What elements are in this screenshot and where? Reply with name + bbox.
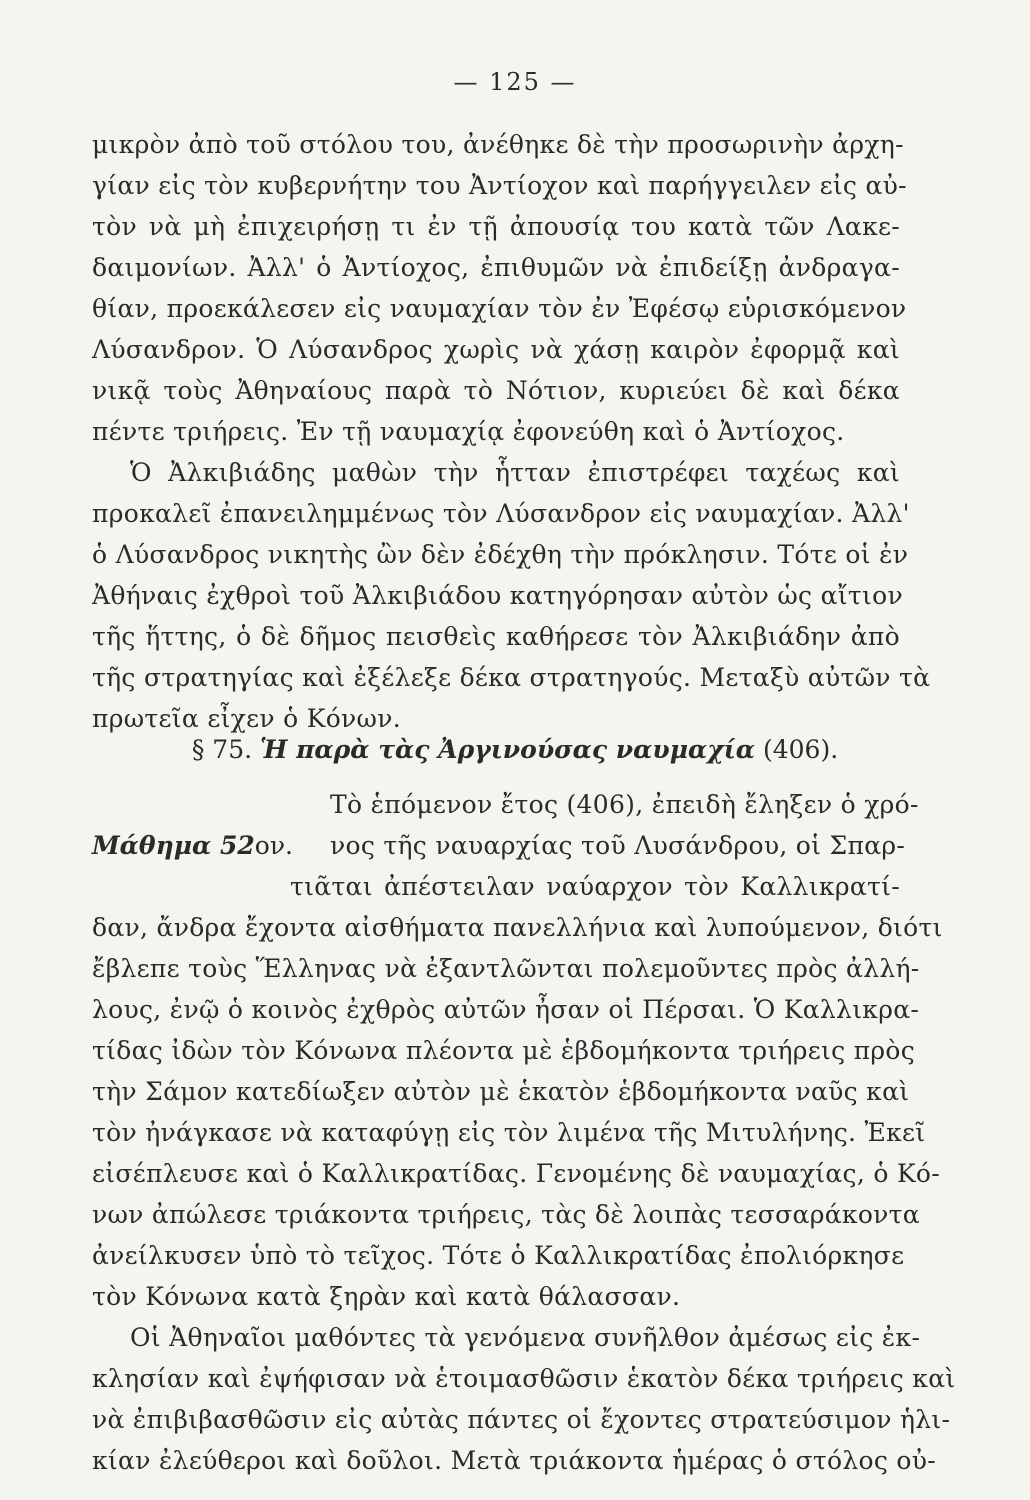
page-number: — 125 — <box>453 68 577 96</box>
section-heading <box>0 730 1030 770</box>
text-line: κίαν ἐλεύθεροι καὶ δοῦλοι. Μετὰ τριάκοντα ἡμέρας ὁ στόλος οὐ- <box>92 1446 936 1475</box>
text-line: τὸν ἠνάγκασε νὰ καταφύγῃ εἰς τὸν λιμένα τῆς Μιτυλήνης. Ἐκεῖ <box>92 1118 926 1147</box>
text-line: Ἀθήναις ἐχθροὶ τοῦ Ἀλκιβιάδου κατηγόρησαν αὐτὸν ὡς αἴτιον <box>92 581 903 610</box>
text-line: τῆς στρατηγίας καὶ ἐξέλεξε δέκα στρατηγούς. Μεταξὺ αὐτῶν τὰ <box>92 663 931 692</box>
text-line: τὸν Κόνωνα κατὰ ξηρὰν καὶ κατὰ θάλασσαν. <box>92 1282 681 1311</box>
section-number: § 75. <box>191 735 253 764</box>
text-line: τῆς ἥττης, ὁ δὲ δῆμος πεισθεὶς καθήρεσε τὸν Ἀλκιβιάδην ἀπὸ <box>92 622 900 651</box>
lesson-label: Μάθημα 52 <box>92 831 255 860</box>
lesson-suffix: ον. <box>254 831 293 860</box>
text-line: προκαλεῖ ἐπανειλημμένως τὸν Λύσανδρον εἰς ναυμαχίαν. Ἀλλ' <box>92 499 910 528</box>
text-line: τίδας ἰδὼν τὸν Κόνωνα πλέοντα μὲ ἑβδομήκοντα τριήρεις πρὸς <box>92 1036 916 1065</box>
text-line: τὴν Σάμον κατεδίωξεν αὐτὸν μὲ ἑκατὸν ἑβδομήκοντα ναῦς καὶ <box>92 1077 910 1106</box>
text-line: ἀνείλκυσεν ὑπὸ τὸ τεῖχος. Τότε ὁ Καλλικρατίδας ἐπολιόρκησε <box>92 1241 905 1270</box>
text-line: ὁ Λύσανδρος νικητὴς ὢν δὲν ἐδέχθη τὴν πρόκλησιν. Τότε οἱ ἐν <box>92 540 909 569</box>
text-line: δαν, ἄνδρα ἔχοντα αἰσθήματα πανελλήνια καὶ λυπούμενον, διότι <box>92 913 943 942</box>
text-line: γίαν εἰς τὸν κυβερνήτην του Ἀντίοχον καὶ παρήγγειλεν εἰς αὐ- <box>92 171 907 200</box>
text-line: Λύσανδρον. Ὁ Λύσανδρος χωρὶς νὰ χάσῃ καιρὸν ἐφορμᾷ καὶ <box>92 335 900 364</box>
lesson-margin-note <box>92 826 293 866</box>
section-title: Ἡ παρὰ τὰς Ἀργινούσας ναυμαχία <box>260 735 756 764</box>
text-line: κλησίαν καὶ ἐψήφισαν νὰ ἑτοιμασθῶσιν ἑκατὸν δέκα τριήρεις καὶ <box>92 1364 956 1393</box>
text-line: θίαν, προεκάλεσεν εἰς ναυμαχίαν τὸν ἐν Ἐφέσῳ εὑρισκόμενον <box>92 294 907 323</box>
section-year: (406). <box>762 735 839 764</box>
text-line: δαιμονίων. Ἀλλ' ὁ Ἀντίοχος, ἐπιθυμῶν νὰ ἐπιδείξῃ ἀνδραγα- <box>92 253 900 282</box>
text-line: Ὁ Ἀλκιβιάδης μαθὼν τὴν ἧτταν ἐπιστρέφει ταχέως καὶ <box>130 458 900 487</box>
text-line: λους, ἐνῷ ὁ κοινὸς ἐχθρὸς αὐτῶν ἦσαν οἱ Πέρσαι. Ὁ Καλλικρα- <box>92 995 920 1024</box>
text-line: τὸν νὰ μὴ ἐπιχειρήσῃ τι ἐν τῇ ἀπουσίᾳ του κατὰ τῶν Λακε- <box>92 212 900 241</box>
text-line: πρωτεῖα εἶχεν ὁ Κόνων. <box>92 704 401 733</box>
text-line: νὰ ἐπιβιβασθῶσιν εἰς αὐτὰς πάντες οἱ ἔχοντες στρατεύσιμον ἡλι- <box>92 1405 951 1434</box>
text-line: ἔβλεπε τοὺς Ἕλληνας νὰ ἐξαντλῶνται πολεμοῦντες πρὸς ἀλλή- <box>92 954 920 983</box>
text-line: πέντε τριήρεις. Ἐν τῇ ναυμαχίᾳ ἐφονεύθη καὶ ὁ Ἀντίοχος. <box>92 417 845 446</box>
text-line: νος τῆς ναυαρχίας τοῦ Λυσάνδρου, οἱ Σπαρ- <box>330 831 906 860</box>
text-line: Οἱ Ἀθηναῖοι μαθόντες τὰ γενόμενα συνῆλθον ἀμέσως εἰς ἐκ- <box>130 1323 921 1352</box>
text-line: Τὸ ἑπόμενον ἔτος (406), ἐπειδὴ ἔληξεν ὁ χρό- <box>330 790 919 819</box>
text-line: εἰσέπλευσε καὶ ὁ Καλλικρατίδας. Γενομένης δὲ ναυμαχίας, ὁ Κό- <box>92 1159 941 1188</box>
text-line: τιᾶται ἀπέστειλαν ναύαρχον τὸν Καλλικρατί- <box>290 872 900 901</box>
text-line: μικρὸν ἀπὸ τοῦ στόλου του, ἀνέθηκε δὲ τὴν προσωρινὴν ἀρχη- <box>92 130 904 159</box>
text-line: νικᾷ τοὺς Ἀθηναίους παρὰ τὸ Νότιον, κυριεύει δὲ καὶ δέκα <box>92 376 900 405</box>
text-line: νων ἀπώλεσε τριάκοντα τριήρεις, τὰς δὲ λοιπὰς τεσσαράκοντα <box>92 1200 920 1229</box>
